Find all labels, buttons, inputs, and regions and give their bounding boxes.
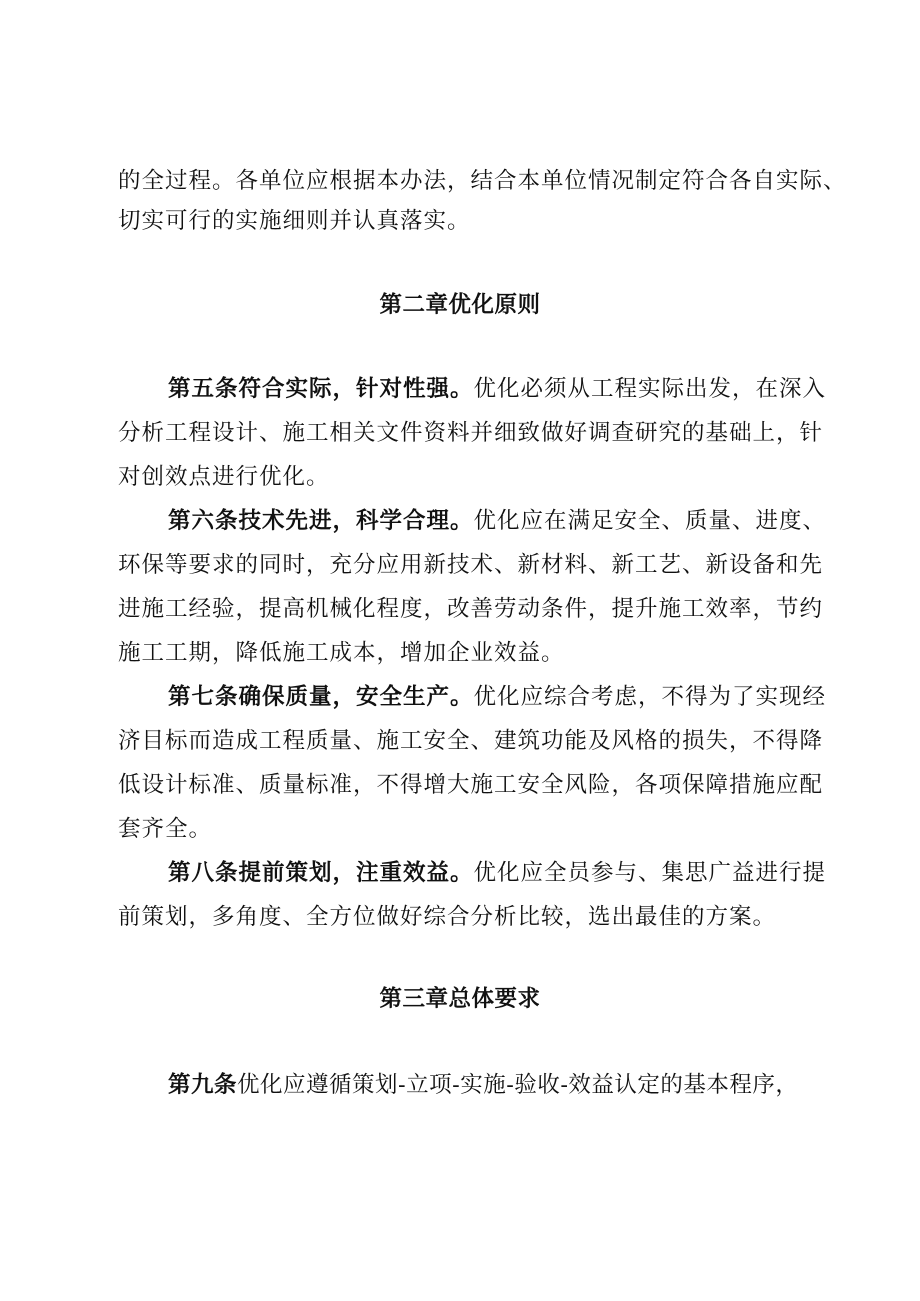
- article-8-text: 优化应全员参与、集思广益进行提: [473, 860, 827, 886]
- paragraph-line: 的全过程。各单位应根据本办法，结合本单位情况制定符合各自实际、: [118, 168, 847, 194]
- paragraph-line: 低设计标准、质量标准，不得增大施工安全风险，各项保障措施应配: [118, 772, 824, 798]
- article-8-title: 第八条提前策划，注重效益。: [168, 860, 474, 886]
- paragraph-line: 施工工期，降低施工成本，增加企业效益。: [118, 640, 565, 666]
- paragraph-line: 进施工经验，提高机械化程度，改善劳动条件，提升施工效率，节约: [118, 596, 824, 622]
- chapter-3-heading: 第三章总体要求: [379, 986, 541, 1012]
- article-9-title: 第九条: [168, 1072, 238, 1098]
- chapter-2-heading: 第二章优化原则: [379, 292, 541, 318]
- article-8-first-line: [168, 858, 826, 888]
- article-5-text: 优化必须从工程实际出发，在深入: [473, 376, 827, 402]
- paragraph-line: 前策划，多角度、全方位做好综合分析比较，选出最佳的方案。: [118, 904, 777, 930]
- article-6-first-line: [168, 506, 826, 536]
- paragraph-line: 套齐全。: [118, 816, 213, 842]
- paragraph-line: 切实可行的实施细则并认真落实。: [118, 208, 471, 234]
- article-9-first-line: [168, 1070, 798, 1100]
- article-6-title: 第六条技术先进，科学合理。: [168, 508, 474, 534]
- article-9-text: 优化应遵循策划-立项-实施-验收-效益认定的基本程序，: [237, 1072, 799, 1098]
- article-6-text: 优化应在满足安全、质量、进度、: [473, 508, 827, 534]
- article-5-title: 第五条符合实际，针对性强。: [168, 376, 474, 402]
- paragraph-line: 济目标而造成工程质量、施工安全、建筑功能及风格的损失，不得降: [118, 728, 824, 754]
- paragraph-line: 分析工程设计、施工相关文件资料并细致做好调查研究的基础上，针: [118, 420, 824, 446]
- paragraph-line: 环保等要求的同时，充分应用新技术、新材料、新工艺、新设备和先: [118, 552, 824, 578]
- article-7-first-line: [168, 682, 826, 712]
- article-7-title: 第七条确保质量，安全生产。: [168, 684, 474, 710]
- paragraph-line: 对创效点进行优化。: [118, 464, 330, 490]
- article-7-text: 优化应综合考虑，不得为了实现经: [473, 684, 827, 710]
- article-5-first-line: [168, 374, 826, 404]
